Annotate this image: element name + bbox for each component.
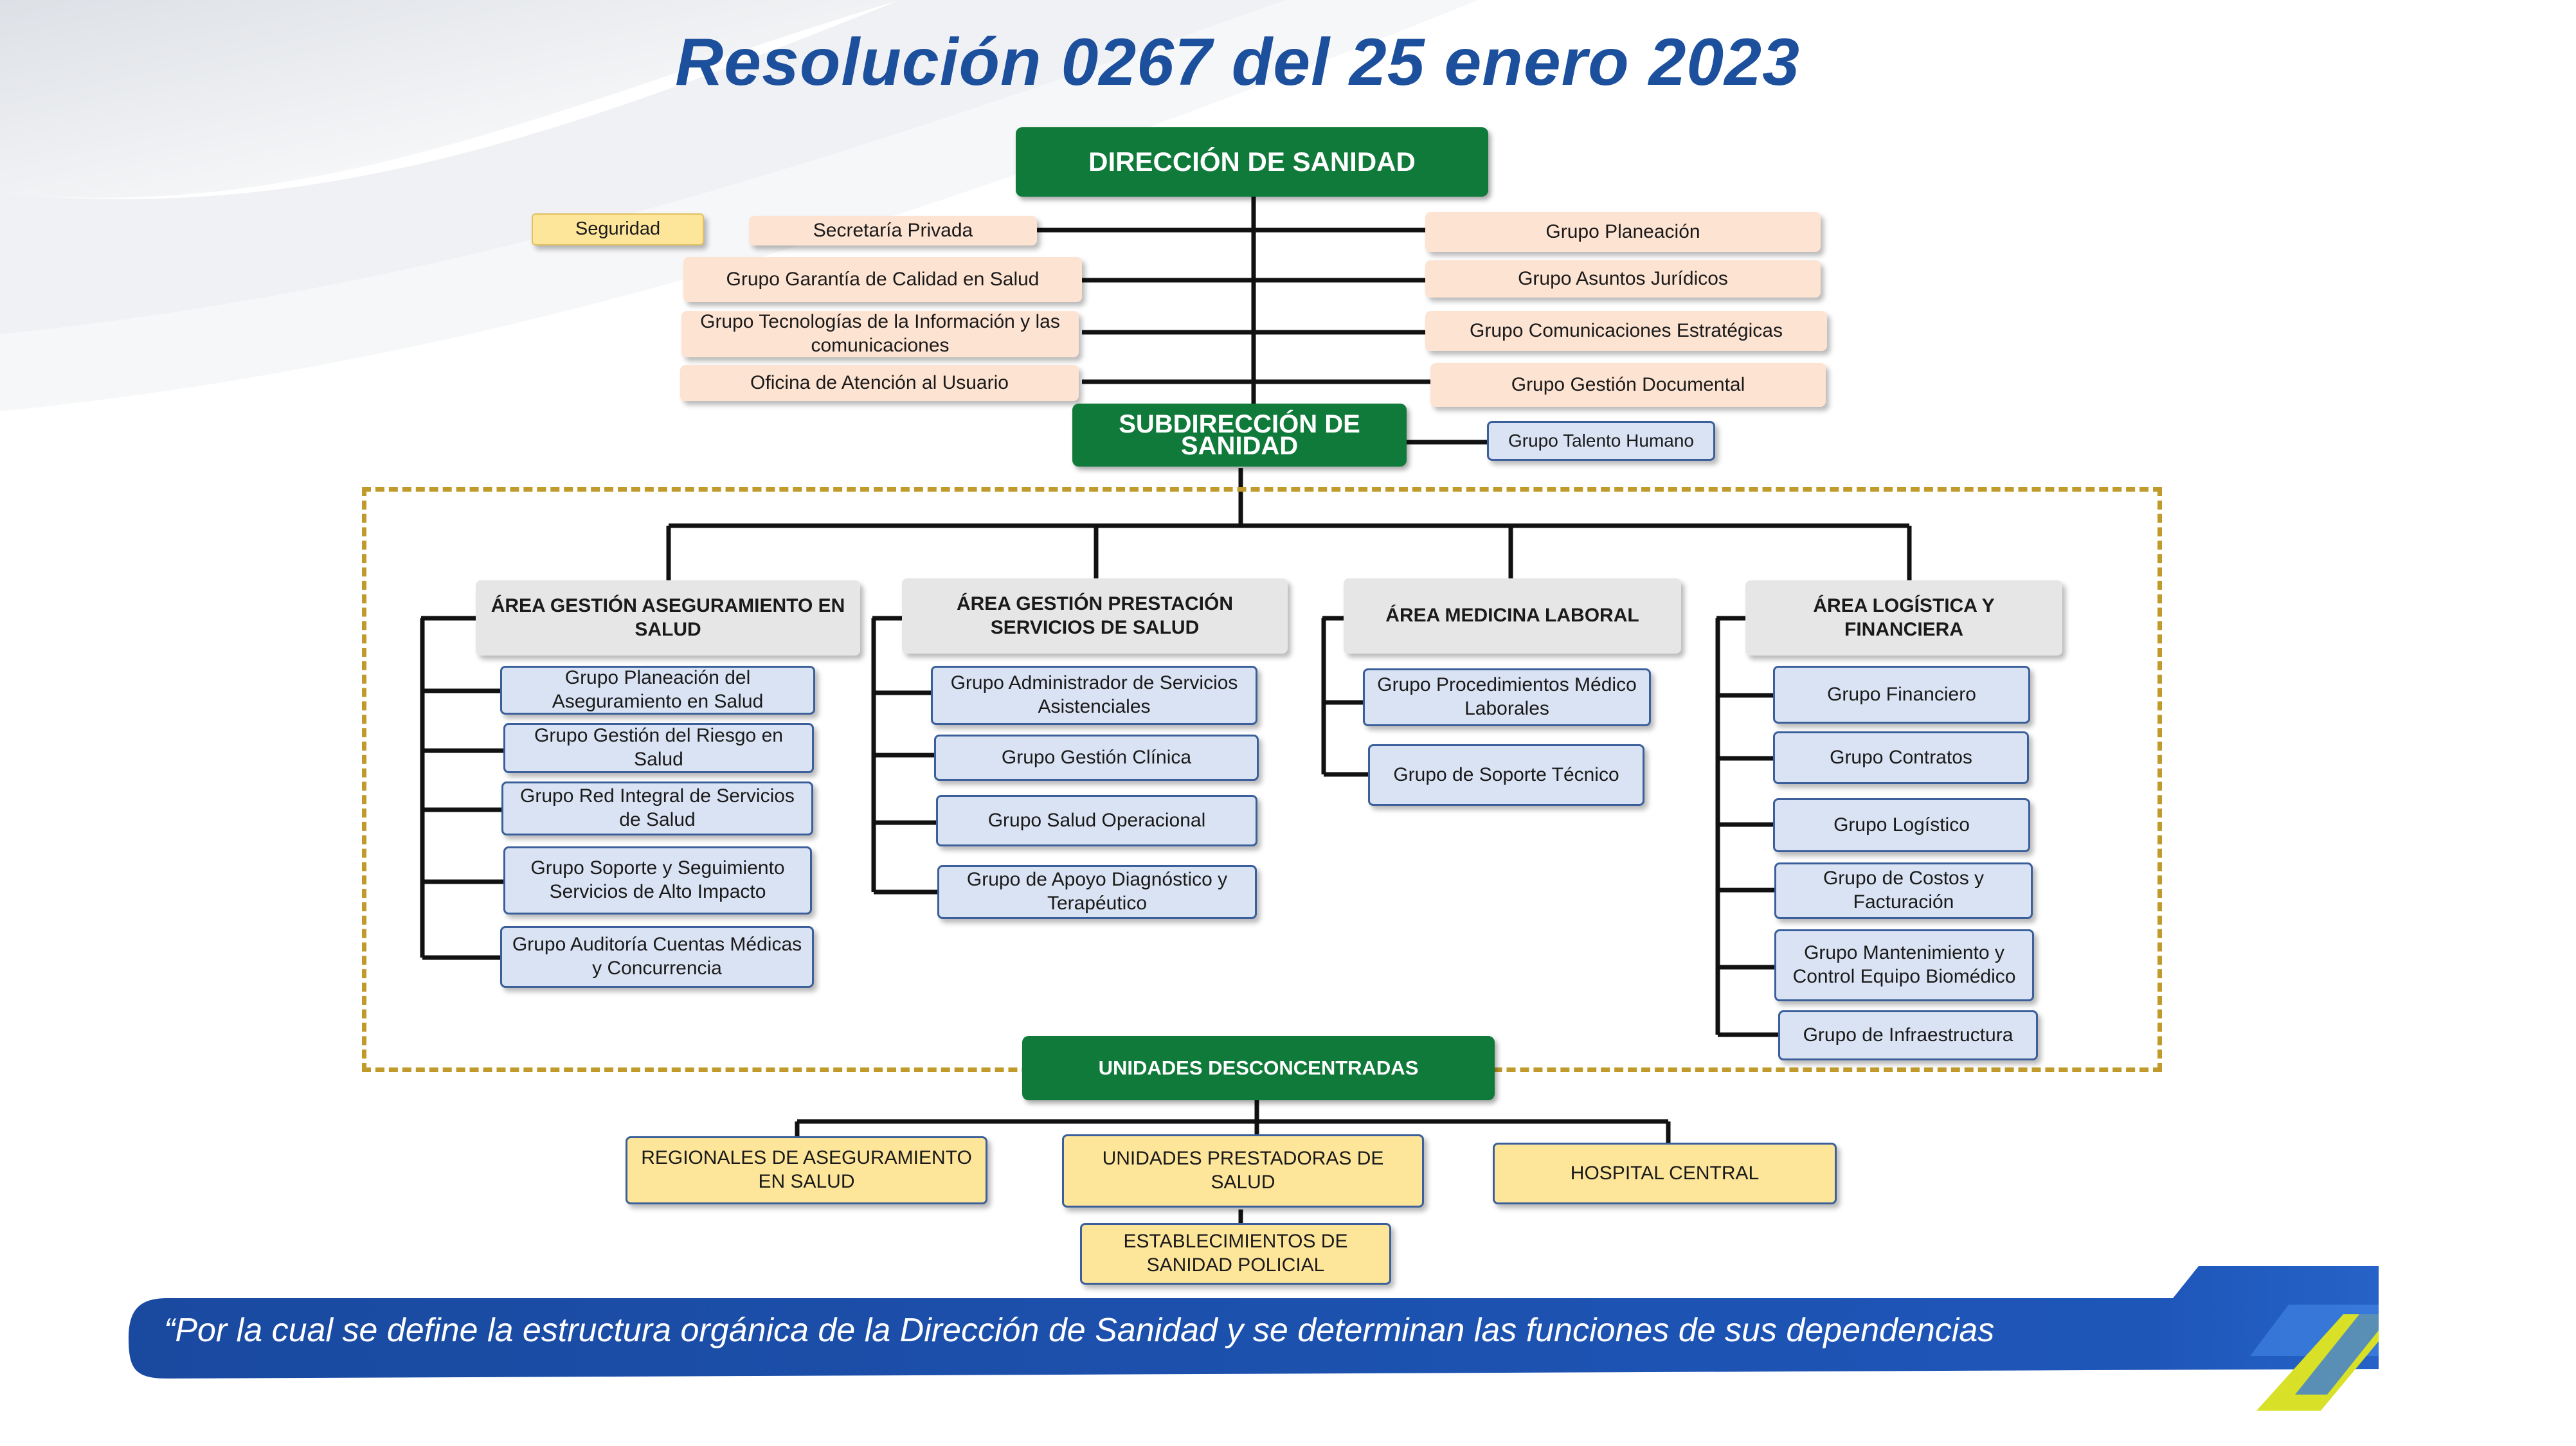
area-aseguramiento-group[interactable]: Grupo Planeación del Aseguramiento en Salud xyxy=(500,666,815,715)
prestadoras-box[interactable]: UNIDADES PRESTADORAS DE SALUD xyxy=(1062,1134,1424,1208)
footer-banner xyxy=(129,1266,2379,1433)
hospital-central-box[interactable]: HOSPITAL CENTRAL xyxy=(1493,1143,1837,1204)
area-aseguramiento-title[interactable]: ÁREA GESTIÓN ASEGURAMIENTO EN SALUD xyxy=(476,580,860,656)
regionales-box[interactable]: REGIONALES DE ASEGURAMIENTO EN SALUD xyxy=(626,1136,987,1204)
area-logistica-group[interactable]: Grupo Mantenimiento y Control Equipo Biomédico xyxy=(1774,929,2034,1001)
area-aseguramiento-group[interactable]: Grupo Auditoría Cuentas Médicas y Concurrencia xyxy=(500,926,814,988)
area-medicina-group[interactable]: Grupo Procedimientos Médico Laborales xyxy=(1363,668,1651,726)
unidades-desconcentradas-box[interactable]: UNIDADES DESCONCENTRADAS xyxy=(1022,1036,1495,1100)
area-logistica-group[interactable]: Grupo Contratos xyxy=(1773,731,2029,784)
area-logistica-group[interactable]: Grupo Logístico xyxy=(1773,798,2030,852)
subdireccion-box[interactable]: SUBDIRECCIÓN DE SANIDAD xyxy=(1072,404,1407,467)
area-logistica-title[interactable]: ÁREA LOGÍSTICA Y FINANCIERA xyxy=(1745,580,2062,656)
right-group-1[interactable]: Grupo Asuntos Jurídicos xyxy=(1425,260,1821,298)
secretaria-box[interactable]: Secretaría Privada xyxy=(749,216,1037,245)
area-prestacion-group[interactable]: Grupo de Apoyo Diagnóstico y Terapéutico xyxy=(937,865,1257,919)
area-aseguramiento-group[interactable]: Grupo Red Integral de Servicios de Salud xyxy=(501,781,813,835)
left-group-2[interactable]: Oficina de Atención al Usuario xyxy=(680,365,1079,401)
seguridad-box[interactable]: Seguridad xyxy=(532,213,704,245)
area-logistica-group[interactable]: Grupo de Infraestructura xyxy=(1778,1010,2038,1060)
area-logistica-group[interactable]: Grupo de Costos y Facturación xyxy=(1774,862,2033,919)
area-medicina-group[interactable]: Grupo de Soporte Técnico xyxy=(1368,744,1644,806)
area-prestacion-group[interactable]: Grupo Gestión Clínica xyxy=(934,735,1259,781)
area-logistica-group[interactable]: Grupo Financiero xyxy=(1773,666,2030,724)
footer-quote: “Por la cual se define la estructura orgánica de la Dirección de Sanidad y se determinan las funciones de sus dependencias xyxy=(164,1312,1995,1349)
talento-humano-box[interactable]: Grupo Talento Humano xyxy=(1487,421,1715,461)
area-prestacion-title[interactable]: ÁREA GESTIÓN PRESTACIÓN SERVICIOS DE SALUD xyxy=(902,578,1288,654)
direccion-box[interactable]: DIRECCIÓN DE SANIDAD xyxy=(1016,127,1488,197)
area-medicina-title[interactable]: ÁREA MEDICINA LABORAL xyxy=(1344,578,1681,654)
left-group-1[interactable]: Grupo Tecnologías de la Información y las comunicaciones xyxy=(681,311,1079,357)
left-group-0[interactable]: Grupo Garantía de Calidad en Salud xyxy=(683,257,1082,302)
right-group-0[interactable]: Grupo Planeación xyxy=(1425,212,1821,252)
right-group-3[interactable]: Grupo Gestión Documental xyxy=(1430,363,1826,407)
area-prestacion-group[interactable]: Grupo Administrador de Servicios Asistenciales xyxy=(931,666,1257,725)
establecimientos-box[interactable]: ESTABLECIMIENTOS DE SANIDAD POLICIAL xyxy=(1080,1223,1391,1285)
area-aseguramiento-group[interactable]: Grupo Gestión del Riesgo en Salud xyxy=(503,723,814,773)
area-prestacion-group[interactable]: Grupo Salud Operacional xyxy=(936,795,1257,846)
area-aseguramiento-group[interactable]: Grupo Soporte y Seguimiento Servicios de Alto Impacto xyxy=(503,846,812,915)
right-group-2[interactable]: Grupo Comunicaciones Estratégicas xyxy=(1425,311,1827,351)
page-title: Resolución 0267 del 25 enero 2023 xyxy=(675,25,1800,100)
